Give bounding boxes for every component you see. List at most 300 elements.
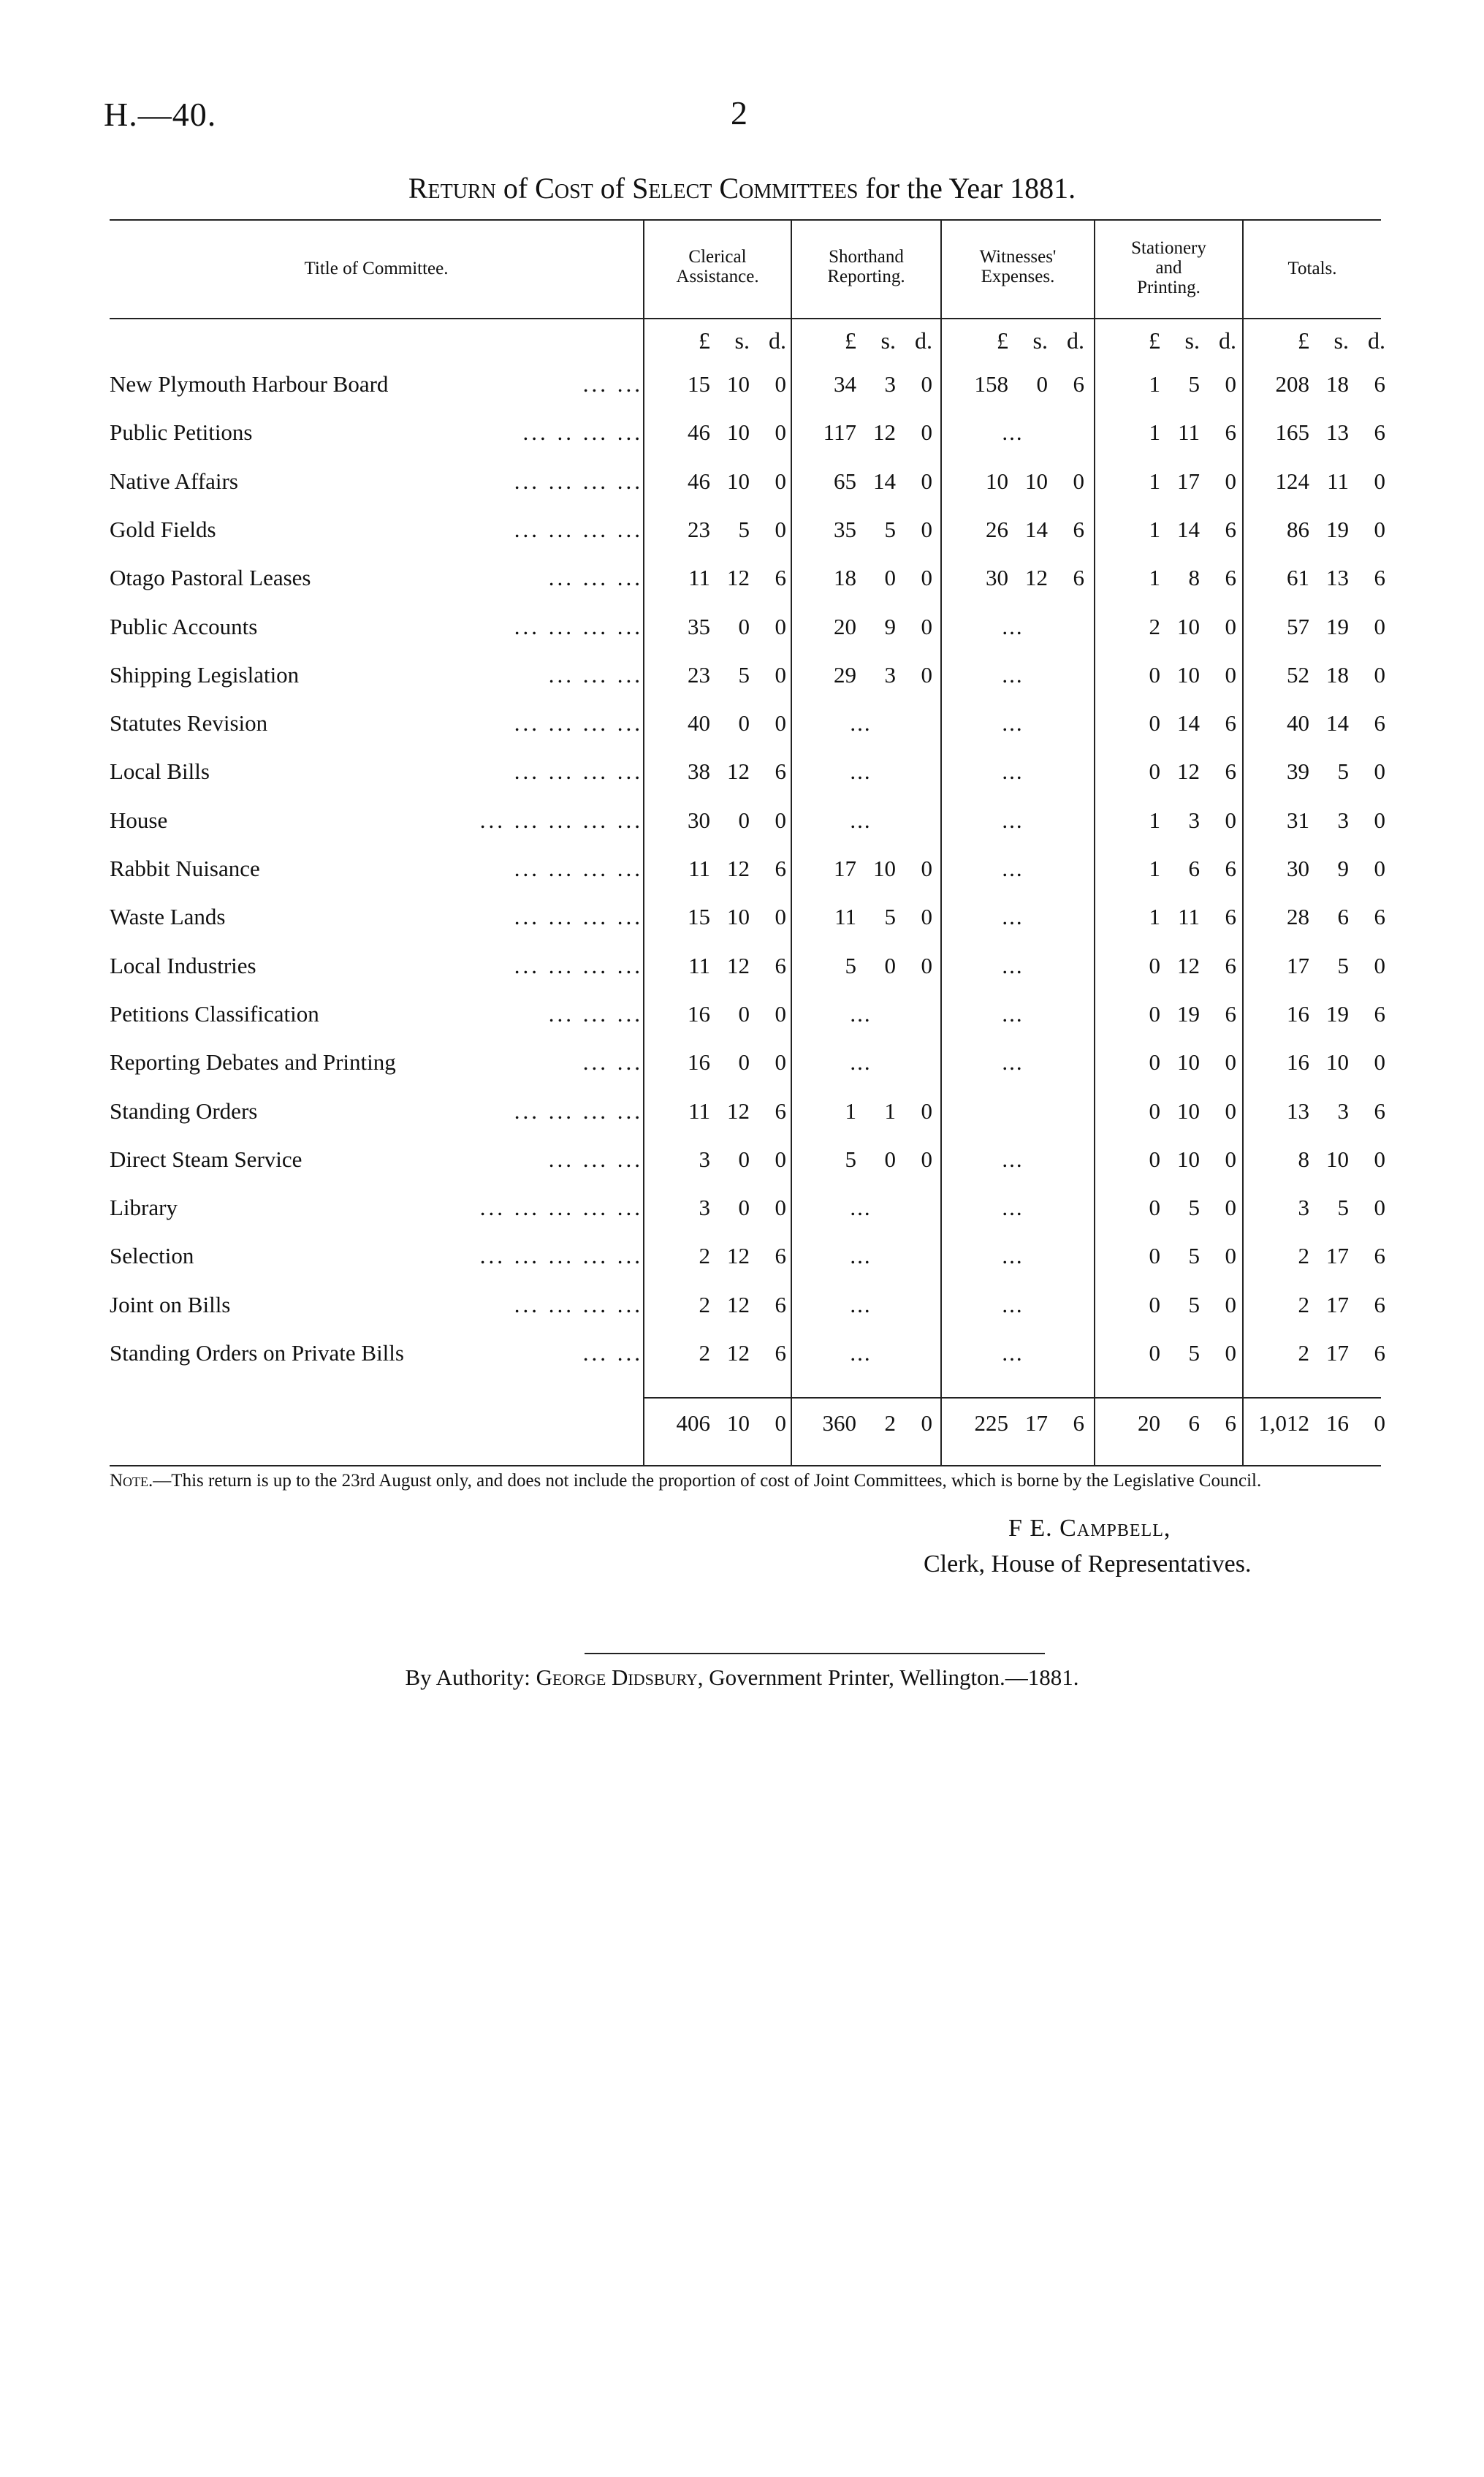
- stationery-pounds: 2: [1149, 613, 1160, 639]
- row-witnesses-cell: ...: [1002, 1291, 1024, 1317]
- dot-leader: ... ... ... ... ...: [479, 1243, 643, 1269]
- row-witnesses-cell: ...: [1002, 1195, 1024, 1221]
- stationery-shillings: 5: [1188, 1195, 1200, 1221]
- totals-shillings: 14: [1326, 710, 1349, 737]
- row-clerical-cell: [656, 614, 786, 640]
- shilling-symbol: s.: [734, 327, 750, 354]
- totals-shillings: 13: [1326, 565, 1349, 591]
- clerical-pounds: 23: [688, 516, 710, 542]
- totals-pence: 0: [1374, 1049, 1385, 1076]
- table-row: [0, 1195, 1484, 1238]
- row-stationery-cell: [1106, 419, 1236, 446]
- row-clerical-cell: [656, 1049, 786, 1076]
- totals-pence: 0: [1374, 516, 1385, 542]
- row-witnesses-cell: [954, 517, 1084, 543]
- page-title: [0, 171, 1484, 205]
- row-totals-cell: [1255, 565, 1385, 591]
- shorthand-pence: 0: [921, 419, 932, 446]
- clerical-shillings: 0: [738, 1000, 750, 1027]
- stationery-pence: 6: [1225, 1410, 1236, 1436]
- stationery-shillings: 5: [1188, 1291, 1200, 1317]
- clerical-shillings: 12: [727, 565, 750, 591]
- totals-shillings: 18: [1326, 371, 1349, 397]
- stationery-pence: 6: [1225, 952, 1236, 978]
- totals-pounds: 40: [1287, 710, 1309, 737]
- stationery-pence: 6: [1225, 516, 1236, 542]
- clerical-shillings: 10: [727, 371, 750, 397]
- committee-name: Waste Lands: [110, 904, 226, 930]
- totals-shillings: 19: [1326, 516, 1349, 542]
- table-header-rule: [110, 318, 1381, 319]
- stationery-pence: 6: [1225, 565, 1236, 591]
- clerical-shillings: 10: [727, 904, 750, 930]
- row-clerical-cell: [656, 1243, 786, 1269]
- stationery-shillings: 12: [1177, 758, 1200, 785]
- row-clerical-cell: [656, 371, 786, 397]
- row-witnesses-cell: ...: [1002, 1049, 1024, 1076]
- clerical-pence: 0: [775, 371, 786, 397]
- shorthand-shillings: 5: [884, 904, 896, 930]
- row-shorthand-cell: [802, 565, 932, 591]
- stationery-pounds: 1: [1149, 516, 1160, 542]
- clerical-pounds: 2: [699, 1340, 710, 1366]
- totals-shillings: 9: [1337, 856, 1349, 881]
- totals-pence: 0: [1374, 468, 1385, 494]
- totals-units: [1255, 327, 1385, 354]
- stationery-pence: 0: [1225, 613, 1236, 639]
- totals-pounds: 57: [1287, 613, 1309, 639]
- row-totals-cell: [1255, 1243, 1385, 1269]
- witnesses-units: [954, 327, 1084, 354]
- totals-shillings: 19: [1326, 1000, 1349, 1027]
- shorthand-shillings: 14: [873, 468, 896, 494]
- committee-name: Joint on Bills: [110, 1291, 231, 1317]
- clerical-pence: 0: [775, 516, 786, 542]
- clerical-shillings: 12: [727, 856, 750, 881]
- stationery-shillings: 6: [1188, 856, 1200, 881]
- shorthand-shillings: 0: [884, 565, 896, 591]
- stationery-pounds: 0: [1149, 1097, 1160, 1124]
- row-clerical-cell: [656, 565, 786, 591]
- totals-shillings: 17: [1326, 1243, 1349, 1269]
- clerical-pounds: 40: [688, 710, 710, 737]
- totals-shillings: 6: [1337, 904, 1349, 930]
- totals-shillings: 5: [1337, 1195, 1349, 1221]
- shorthand-pence: 0: [921, 516, 932, 542]
- row-totals-cell: [1255, 1049, 1385, 1076]
- totals-pence: 0: [1374, 758, 1385, 785]
- totals-pence: 0: [1374, 1146, 1385, 1172]
- document-reference: H.—40.: [104, 96, 217, 133]
- row-shorthand-cell: [802, 614, 932, 640]
- header-clerical-line1: Clerical: [688, 247, 747, 267]
- total-clerical-cell: [656, 1410, 786, 1437]
- shorthand-pounds: 35: [834, 516, 856, 542]
- stationery-pence: 6: [1225, 758, 1236, 785]
- clerical-pence: 0: [775, 419, 786, 446]
- table-row: [0, 1001, 1484, 1045]
- totals-pounds: 86: [1287, 516, 1309, 542]
- shorthand-shillings: 2: [884, 1410, 896, 1436]
- stationery-shillings: 12: [1177, 952, 1200, 978]
- stationery-shillings: 8: [1188, 565, 1200, 591]
- row-shorthand-cell: [802, 953, 932, 979]
- totals-pounds: 8: [1298, 1146, 1309, 1172]
- committee-name: Public Petitions: [110, 419, 253, 446]
- row-shorthand-cell: ...: [850, 710, 872, 737]
- row-clerical-cell: [656, 662, 786, 688]
- pence-symbol: d.: [1067, 327, 1084, 354]
- row-totals-cell: [1255, 856, 1385, 882]
- stationery-pence: 0: [1225, 807, 1236, 833]
- totals-shillings: 17: [1326, 1291, 1349, 1317]
- totals-shillings: 17: [1326, 1340, 1349, 1366]
- pence-symbol: d.: [769, 327, 786, 354]
- witnesses-shillings: 17: [1025, 1410, 1048, 1436]
- row-totals-cell: [1255, 904, 1385, 930]
- title-of-2: of: [593, 172, 633, 205]
- shorthand-pence: 0: [921, 856, 932, 881]
- dot-leader: ... ... ...: [548, 661, 643, 688]
- shorthand-pence: 0: [921, 565, 932, 591]
- clerical-pounds: 16: [688, 1049, 710, 1076]
- clerical-pence: 6: [775, 1291, 786, 1317]
- stationery-pounds: 0: [1149, 1049, 1160, 1076]
- committee-name: Reporting Debates and Printing: [110, 1049, 396, 1076]
- dot-leader: ... ... ... ...: [514, 710, 643, 737]
- clerical-pence: 0: [775, 710, 786, 737]
- clerical-pounds: 2: [699, 1243, 710, 1269]
- row-totals-cell: [1255, 807, 1385, 834]
- totals-pence: 0: [1374, 661, 1385, 688]
- table-row: [0, 856, 1484, 899]
- totals-pounds: 3: [1298, 1195, 1309, 1221]
- totals-pence: 6: [1374, 710, 1385, 737]
- row-clerical-cell: [656, 953, 786, 979]
- shorthand-shillings: 12: [873, 419, 896, 446]
- stationery-pounds: 0: [1149, 1243, 1160, 1269]
- imprint-printer: George Didsbury: [536, 1664, 698, 1690]
- pence-symbol: d.: [1368, 327, 1385, 354]
- row-shorthand-cell: ...: [850, 1243, 872, 1269]
- totals-pence: 0: [1374, 856, 1385, 881]
- stationery-pounds: 1: [1149, 856, 1160, 881]
- stationery-shillings: 14: [1177, 710, 1200, 737]
- shilling-symbol: s.: [1184, 327, 1200, 354]
- title-of-1: of: [495, 172, 536, 205]
- row-witnesses-cell: ...: [1002, 1000, 1024, 1027]
- clerical-pounds: 15: [688, 904, 710, 930]
- row-stationery-cell: [1106, 1292, 1236, 1318]
- row-stationery-cell: [1106, 710, 1236, 737]
- clerical-pence: 6: [775, 952, 786, 978]
- row-witnesses-cell: [954, 565, 1084, 591]
- committee-name: Local Bills: [110, 758, 210, 785]
- row-totals-cell: [1255, 1340, 1385, 1366]
- shorthand-shillings: 5: [884, 516, 896, 542]
- header-totals: Totals.: [1287, 259, 1337, 278]
- total-shorthand-cell: [802, 1410, 932, 1437]
- clerical-pence: 0: [775, 1410, 786, 1436]
- shorthand-pounds: 29: [834, 661, 856, 688]
- totals-pence: 0: [1374, 1195, 1385, 1221]
- stationery-shillings: 5: [1188, 1243, 1200, 1269]
- stationery-shillings: 14: [1177, 516, 1200, 542]
- header-clerical: [644, 247, 791, 286]
- clerical-pence: 0: [775, 1000, 786, 1027]
- clerical-shillings: 12: [727, 1097, 750, 1124]
- clerical-shillings: 0: [738, 1195, 750, 1221]
- table-row: [0, 517, 1484, 560]
- totals-pence: 6: [1374, 904, 1385, 930]
- row-clerical-cell: [656, 807, 786, 834]
- totals-pounds: 208: [1275, 371, 1309, 397]
- witnesses-pounds: 10: [986, 468, 1008, 494]
- witnesses-pence: 6: [1073, 371, 1084, 397]
- stationery-pence: 0: [1225, 661, 1236, 688]
- totals-pence: 6: [1374, 1243, 1385, 1269]
- page-number: 2: [731, 94, 747, 132]
- header-stationery-line2: and: [1155, 258, 1182, 278]
- stationery-pounds: 0: [1149, 1291, 1160, 1317]
- totals-pence: 6: [1374, 1340, 1385, 1366]
- clerical-pounds: 3: [699, 1146, 710, 1172]
- stationery-pounds: 0: [1149, 952, 1160, 978]
- committee-name: Selection: [110, 1243, 194, 1269]
- stationery-pounds: 1: [1149, 807, 1160, 833]
- table-row: [0, 758, 1484, 802]
- totals-pounds: 2: [1298, 1340, 1309, 1366]
- row-stationery-cell: [1106, 1195, 1236, 1221]
- dot-leader: ... ... ...: [548, 1146, 643, 1172]
- committee-name: Standing Orders on Private Bills: [110, 1340, 404, 1366]
- row-clerical-cell: [656, 904, 786, 930]
- clerical-pounds: 11: [688, 952, 710, 978]
- witnesses-pounds: 225: [974, 1410, 1008, 1436]
- totals-pounds: 165: [1275, 419, 1309, 446]
- stationery-pounds: 1: [1149, 371, 1160, 397]
- row-shorthand-cell: ...: [850, 1049, 872, 1076]
- row-shorthand-cell: ...: [850, 807, 872, 833]
- totals-pounds: 2: [1298, 1243, 1309, 1269]
- stationery-pence: 6: [1225, 710, 1236, 737]
- row-shorthand-cell: ...: [850, 1291, 872, 1317]
- witnesses-pence: 6: [1073, 1410, 1084, 1436]
- totals-pounds: 39: [1287, 758, 1309, 785]
- header-shorthand-line2: Reporting.: [827, 267, 905, 286]
- totals-pounds: 1,012: [1258, 1410, 1309, 1436]
- shorthand-pence: 0: [921, 613, 932, 639]
- row-stationery-cell: [1106, 1098, 1236, 1125]
- clerical-pounds: 2: [699, 1291, 710, 1317]
- clerical-pence: 0: [775, 807, 786, 833]
- witnesses-shillings: 12: [1025, 565, 1048, 591]
- clerical-pence: 6: [775, 1097, 786, 1124]
- clerical-shillings: 12: [727, 758, 750, 785]
- row-shorthand-cell: [802, 419, 932, 446]
- table-total-rule: [643, 1397, 1381, 1399]
- shorthand-shillings: 1: [884, 1097, 896, 1124]
- witnesses-pounds: 30: [986, 565, 1008, 591]
- shorthand-pounds: 18: [834, 565, 856, 591]
- clerical-pence: 0: [775, 1195, 786, 1221]
- row-stationery-cell: [1106, 807, 1236, 834]
- clerical-pounds: 46: [688, 419, 710, 446]
- stationery-shillings: 5: [1188, 1340, 1200, 1366]
- row-stationery-cell: [1106, 468, 1236, 495]
- row-witnesses-cell: ...: [1002, 807, 1024, 833]
- dot-leader: ... ... ... ...: [514, 1097, 643, 1124]
- row-stationery-cell: [1106, 662, 1236, 688]
- clerical-pence: 0: [775, 1146, 786, 1172]
- table-row: [0, 710, 1484, 754]
- row-witnesses-cell: ...: [1002, 1243, 1024, 1269]
- stationery-pence: 0: [1225, 1146, 1236, 1172]
- committee-name: Direct Steam Service: [110, 1146, 302, 1172]
- clerical-pounds: 11: [688, 856, 710, 881]
- stationery-shillings: 6: [1188, 1410, 1200, 1436]
- committee-name: Otago Pastoral Leases: [110, 565, 311, 591]
- row-witnesses-cell: ...: [1002, 613, 1024, 639]
- clerical-shillings: 12: [727, 1340, 750, 1366]
- clerical-shillings: 0: [738, 1049, 750, 1076]
- signatory-title: Clerk, House of Representatives.: [924, 1550, 1252, 1578]
- shorthand-pounds: 5: [845, 1146, 856, 1172]
- clerical-pence: 6: [775, 758, 786, 785]
- row-witnesses-cell: ...: [1002, 661, 1024, 688]
- row-clerical-cell: [656, 1098, 786, 1125]
- shorthand-pounds: 34: [834, 371, 856, 397]
- row-clerical-cell: [656, 856, 786, 882]
- row-stationery-cell: [1106, 1340, 1236, 1366]
- stationery-pounds: 0: [1149, 758, 1160, 785]
- pence-symbol: d.: [1219, 327, 1236, 354]
- clerical-pence: 6: [775, 1243, 786, 1269]
- dot-leader: ... .. ... ...: [522, 419, 643, 446]
- row-witnesses-cell: ...: [1002, 856, 1024, 881]
- totals-pence: 0: [1374, 1410, 1385, 1436]
- totals-pence: 0: [1374, 952, 1385, 978]
- stationery-pounds: 0: [1149, 661, 1160, 688]
- dot-leader: ... ...: [582, 1340, 643, 1366]
- stationery-pence: 6: [1225, 904, 1236, 930]
- header-clerical-line2: Assistance.: [676, 267, 759, 286]
- pound-symbol: £: [1298, 327, 1309, 354]
- row-witnesses-cell: ...: [1002, 1340, 1024, 1366]
- stationery-shillings: 5: [1188, 371, 1200, 397]
- totals-pounds: 52: [1287, 661, 1309, 688]
- dot-leader: ... ... ... ...: [514, 516, 643, 542]
- clerical-pounds: 11: [688, 1097, 710, 1124]
- row-stationery-cell: [1106, 517, 1236, 543]
- footnote-text: —This return is up to the 23rd August only, and does not include the proportion of cost of Joint Committees, which is borne by the Legislative Council.: [153, 1471, 1262, 1491]
- row-shorthand-cell: [802, 468, 932, 495]
- printer-imprint: [0, 1664, 1484, 1691]
- row-witnesses-cell: [954, 371, 1084, 397]
- row-shorthand-cell: [802, 856, 932, 882]
- totals-shillings: 16: [1326, 1410, 1349, 1436]
- shilling-symbol: s.: [880, 327, 896, 354]
- totals-pence: 6: [1374, 419, 1385, 446]
- clerical-units: [656, 327, 786, 354]
- row-shorthand-cell: [802, 1098, 932, 1125]
- row-totals-cell: [1255, 1195, 1385, 1221]
- shorthand-pounds: 5: [845, 952, 856, 978]
- dot-leader: ... ... ... ...: [514, 613, 643, 639]
- totals-pence: 6: [1374, 1291, 1385, 1317]
- clerical-pounds: 406: [676, 1410, 710, 1436]
- table-row: [0, 1098, 1484, 1142]
- table-row: [0, 371, 1484, 415]
- column-totals-row: [0, 1410, 1484, 1454]
- clerical-pounds: 15: [688, 371, 710, 397]
- row-totals-cell: [1255, 1098, 1385, 1125]
- witnesses-shillings: 14: [1025, 516, 1048, 542]
- row-totals-cell: [1255, 662, 1385, 688]
- row-stationery-cell: [1106, 953, 1236, 979]
- clerical-pounds: 35: [688, 613, 710, 639]
- stationery-shillings: 17: [1177, 468, 1200, 494]
- totals-pounds: 17: [1287, 952, 1309, 978]
- totals-shillings: 13: [1326, 419, 1349, 446]
- stationery-pounds: 0: [1149, 1340, 1160, 1366]
- stationery-pence: 0: [1225, 1097, 1236, 1124]
- clerical-shillings: 10: [727, 1410, 750, 1436]
- dot-leader: ... ... ... ...: [514, 468, 643, 494]
- totals-shillings: 11: [1327, 468, 1349, 494]
- shorthand-pence: 0: [921, 661, 932, 688]
- shorthand-pounds: 17: [834, 856, 856, 881]
- committee-name: House: [110, 807, 168, 833]
- row-witnesses-cell: ...: [1002, 904, 1024, 930]
- row-shorthand-cell: ...: [850, 1340, 872, 1366]
- row-witnesses-cell: ...: [1002, 419, 1024, 446]
- row-witnesses-cell: ...: [1002, 1146, 1024, 1172]
- clerical-pounds: 16: [688, 1000, 710, 1027]
- row-stationery-cell: [1106, 904, 1236, 930]
- stationery-pence: 0: [1225, 371, 1236, 397]
- header-witnesses: [942, 247, 1094, 286]
- committee-name: Gold Fields: [110, 516, 216, 542]
- stationery-pounds: 0: [1149, 1195, 1160, 1221]
- dot-leader: ... ... ...: [548, 1000, 643, 1027]
- clerical-pounds: 23: [688, 661, 710, 688]
- table-row: [0, 565, 1484, 609]
- shorthand-pence: 0: [921, 371, 932, 397]
- title-suffix: for the Year 1881.: [858, 172, 1076, 205]
- header-stationery-line1: Stationery: [1131, 238, 1206, 258]
- totals-shillings: 10: [1326, 1146, 1349, 1172]
- row-clerical-cell: [656, 710, 786, 737]
- row-totals-cell: [1255, 468, 1385, 495]
- row-shorthand-cell: [802, 517, 932, 543]
- row-totals-cell: [1255, 758, 1385, 785]
- footnote: [110, 1472, 1381, 1491]
- pound-symbol: £: [1149, 327, 1160, 354]
- row-stationery-cell: [1106, 758, 1236, 785]
- totals-shillings: 3: [1337, 807, 1349, 833]
- row-witnesses-cell: ...: [1002, 952, 1024, 978]
- totals-pounds: 124: [1275, 468, 1309, 494]
- clerical-pence: 0: [775, 661, 786, 688]
- totals-pounds: 30: [1287, 856, 1309, 881]
- stationery-shillings: 11: [1178, 904, 1200, 930]
- row-clerical-cell: [656, 758, 786, 785]
- dot-leader: ... ... ...: [548, 565, 643, 591]
- table-row: [0, 807, 1484, 851]
- committee-name: New Plymouth Harbour Board: [110, 371, 389, 397]
- totals-shillings: 3: [1337, 1097, 1349, 1124]
